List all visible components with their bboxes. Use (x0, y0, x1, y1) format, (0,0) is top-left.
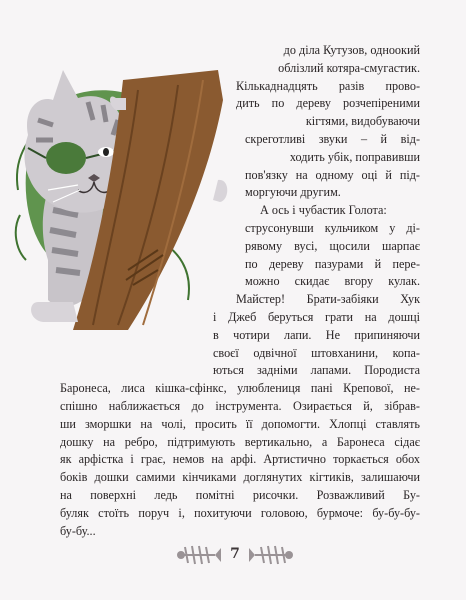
text-line: пов'язку на одному оці й під- (245, 167, 420, 182)
text-line: ходить убік, поправивши (289, 149, 420, 164)
text-line: на поверхні ледь помітні рисочки. Розважливий Бу- (60, 487, 420, 502)
text-line: Кількаднадцять разів прово- (236, 78, 420, 93)
text-line: струсонувши кульчиком у ді- (245, 220, 420, 235)
fish-bone-left-icon (175, 542, 223, 568)
text-line: моргуючи другим. (245, 185, 341, 200)
text-line: кігтями, видобуваючи (305, 114, 420, 129)
text-line: ши зморшки на чолі, просить її допомогти. Хлопці ставлять (60, 416, 420, 431)
body-text (60, 42, 420, 540)
text-line: ються задніми лапами. Породиста (213, 363, 420, 378)
text-line: скреготливі звуки – й від- (245, 131, 420, 146)
text-line: своєї одвічної штовханини, копа- (213, 345, 420, 360)
page-footer (175, 540, 295, 570)
text-line: можно скидає вгору кулак. (245, 274, 420, 289)
text-line: як арфістка і грає, немов на арфі. Артистично торкається обох (60, 452, 420, 467)
text-line: буляк стоїть поруч і, похитуючи головою, бурмоче: бу-бу-бу- (60, 505, 420, 520)
text-line: боків дошки самими кінчиками доглянутих кігтиків, залишаючи (60, 470, 420, 485)
text-line: і Джеб беруться грати на дошці (213, 309, 420, 324)
text-line: дошку на ребро, підтримують вертикально, а Баронеса сідає (60, 434, 420, 449)
text-line: до діла Кутузов, одноокий (283, 43, 420, 57)
text-line: облізлий котяра-смугастик. (278, 60, 420, 75)
text-line: бу-бу... (60, 523, 96, 538)
text-line: в чотири лапи. Не припиняючи (213, 327, 420, 342)
page-number: 7 (230, 546, 240, 562)
text-line: Баронеса, лиса кішка-сфінкс, улюблениця пані Крепової, не- (60, 381, 420, 396)
text-line: по дереву пазурами й пере- (245, 256, 420, 271)
text-line: Майстер! Брати-забіяки Хук (236, 292, 420, 307)
fish-bone-right-icon (247, 542, 295, 568)
text-line: рявому вусі, щосили шарпає (245, 238, 420, 253)
text-line: спішно наближається до інструмента. Озирається й, зібрав- (60, 398, 420, 413)
text-line: А ось і чубастик Голота: (260, 203, 387, 218)
text-line: дить по дереву розчепіреними (236, 96, 420, 111)
